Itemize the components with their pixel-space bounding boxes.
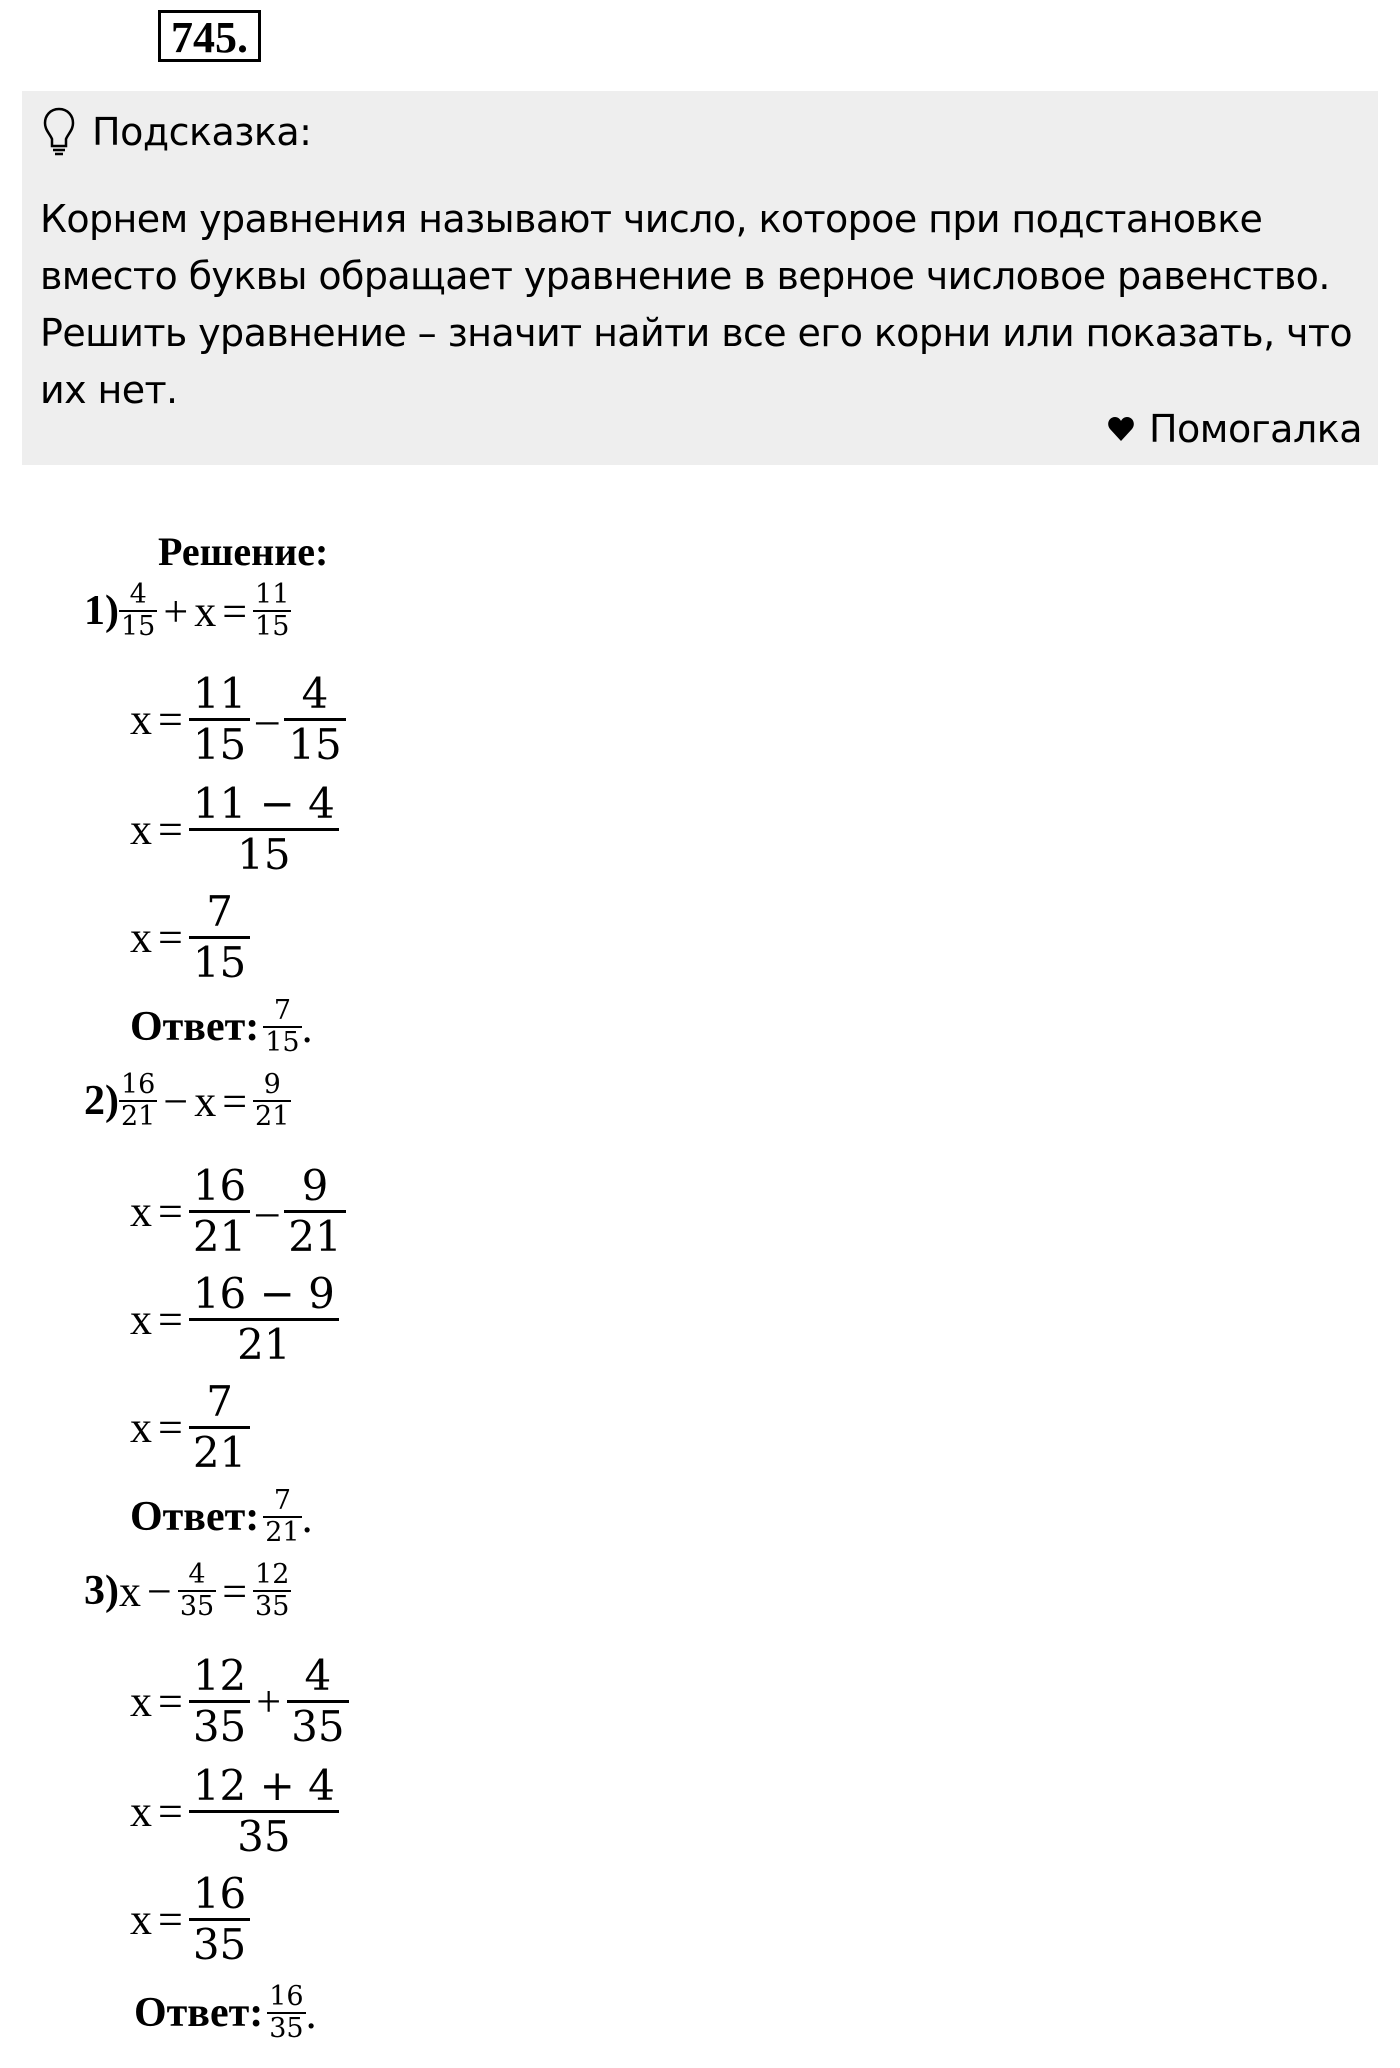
fraction: $\frac{7}{15}$ xyxy=(265,995,300,1058)
solution-title: Решение: xyxy=(158,529,329,574)
fraction: $\frac{9}{21}$ xyxy=(284,1162,345,1261)
fraction: $\frac{16}{21}$ xyxy=(121,1069,156,1132)
part2-equation: 2) $\frac{16}{21}$ − x = $\frac{9}{21}$ xyxy=(84,1069,290,1132)
problem-number: 745. xyxy=(158,10,261,62)
hint-text: Корнем уравнения называют число, которое при подстановке вместо буквы обращает уравнение в верное числовое равенство. Решить уравнение – значит найти все его корни или показать, что их нет. xyxy=(40,197,1353,412)
part3-answer: Ответ: $\frac{16}{35}$ . xyxy=(134,1981,317,2044)
part1-step2: x = $\frac{11 - 4}{15}$ xyxy=(130,780,339,879)
part2-step2: x = $\frac{16 - 9}{21}$ xyxy=(130,1270,339,1369)
part3-step3: x = $\frac{16}{35}$ xyxy=(130,1870,250,1969)
fraction: $\frac{7}{15}$ xyxy=(189,888,250,987)
fraction: $\frac{7}{21}$ xyxy=(265,1485,300,1548)
fraction: $\frac{16}{21}$ xyxy=(189,1162,250,1261)
brand-label: Помогалка xyxy=(1148,407,1362,451)
fraction: $\frac{7}{21}$ xyxy=(189,1378,250,1477)
part1-step1: x = $\frac{11}{15}$ – $\frac{4}{15}$ xyxy=(130,670,346,769)
part1-equation: 1) $\frac{4}{15}$ + x = $\frac{11}{15}$ xyxy=(84,579,290,642)
fraction: $\frac{4}{15}$ xyxy=(121,579,156,642)
fraction: $\frac{16}{35}$ xyxy=(189,1870,250,1969)
part-label: 3) xyxy=(84,1568,119,1614)
part1-answer: Ответ: $\frac{7}{15}$ . xyxy=(130,995,313,1058)
part-label: 2) xyxy=(84,1078,119,1124)
fraction: $\frac{4}{15}$ xyxy=(284,670,345,769)
fraction: $\frac{12}{35}$ xyxy=(189,1652,250,1751)
part3-step1: x = $\frac{12}{35}$ + $\frac{4}{35}$ xyxy=(130,1652,349,1751)
part2-step1: x = $\frac{16}{21}$ – $\frac{9}{21}$ xyxy=(130,1162,346,1261)
part2-step3: x = $\frac{7}{21}$ xyxy=(130,1378,250,1477)
fraction: $\frac{11}{15}$ xyxy=(255,579,290,642)
fraction: $\frac{11}{15}$ xyxy=(189,670,250,769)
fraction: $\frac{16}{35}$ xyxy=(269,1981,304,2044)
part3-equation: 3) x − $\frac{4}{35}$ = $\frac{12}{35}$ xyxy=(84,1559,290,1622)
part1-step3: x = $\frac{7}{15}$ xyxy=(130,888,250,987)
fraction: $\frac{4}{35}$ xyxy=(287,1652,348,1751)
fraction: $\frac{12 + 4}{35}$ xyxy=(189,1762,339,1861)
fraction: $\frac{4}{35}$ xyxy=(179,1559,215,1622)
fraction: $\frac{12}{35}$ xyxy=(255,1559,290,1622)
fraction: $\frac{9}{21}$ xyxy=(255,1069,290,1132)
part3-step2: x = $\frac{12 + 4}{35}$ xyxy=(130,1762,339,1861)
fraction: $\frac{16 - 9}{21}$ xyxy=(189,1270,339,1369)
part2-answer: Ответ: $\frac{7}{21}$ . xyxy=(130,1485,313,1548)
fraction: $\frac{11 - 4}{15}$ xyxy=(189,780,339,879)
part-label: 1) xyxy=(84,588,119,634)
hint-title: Подсказка: xyxy=(92,110,312,154)
